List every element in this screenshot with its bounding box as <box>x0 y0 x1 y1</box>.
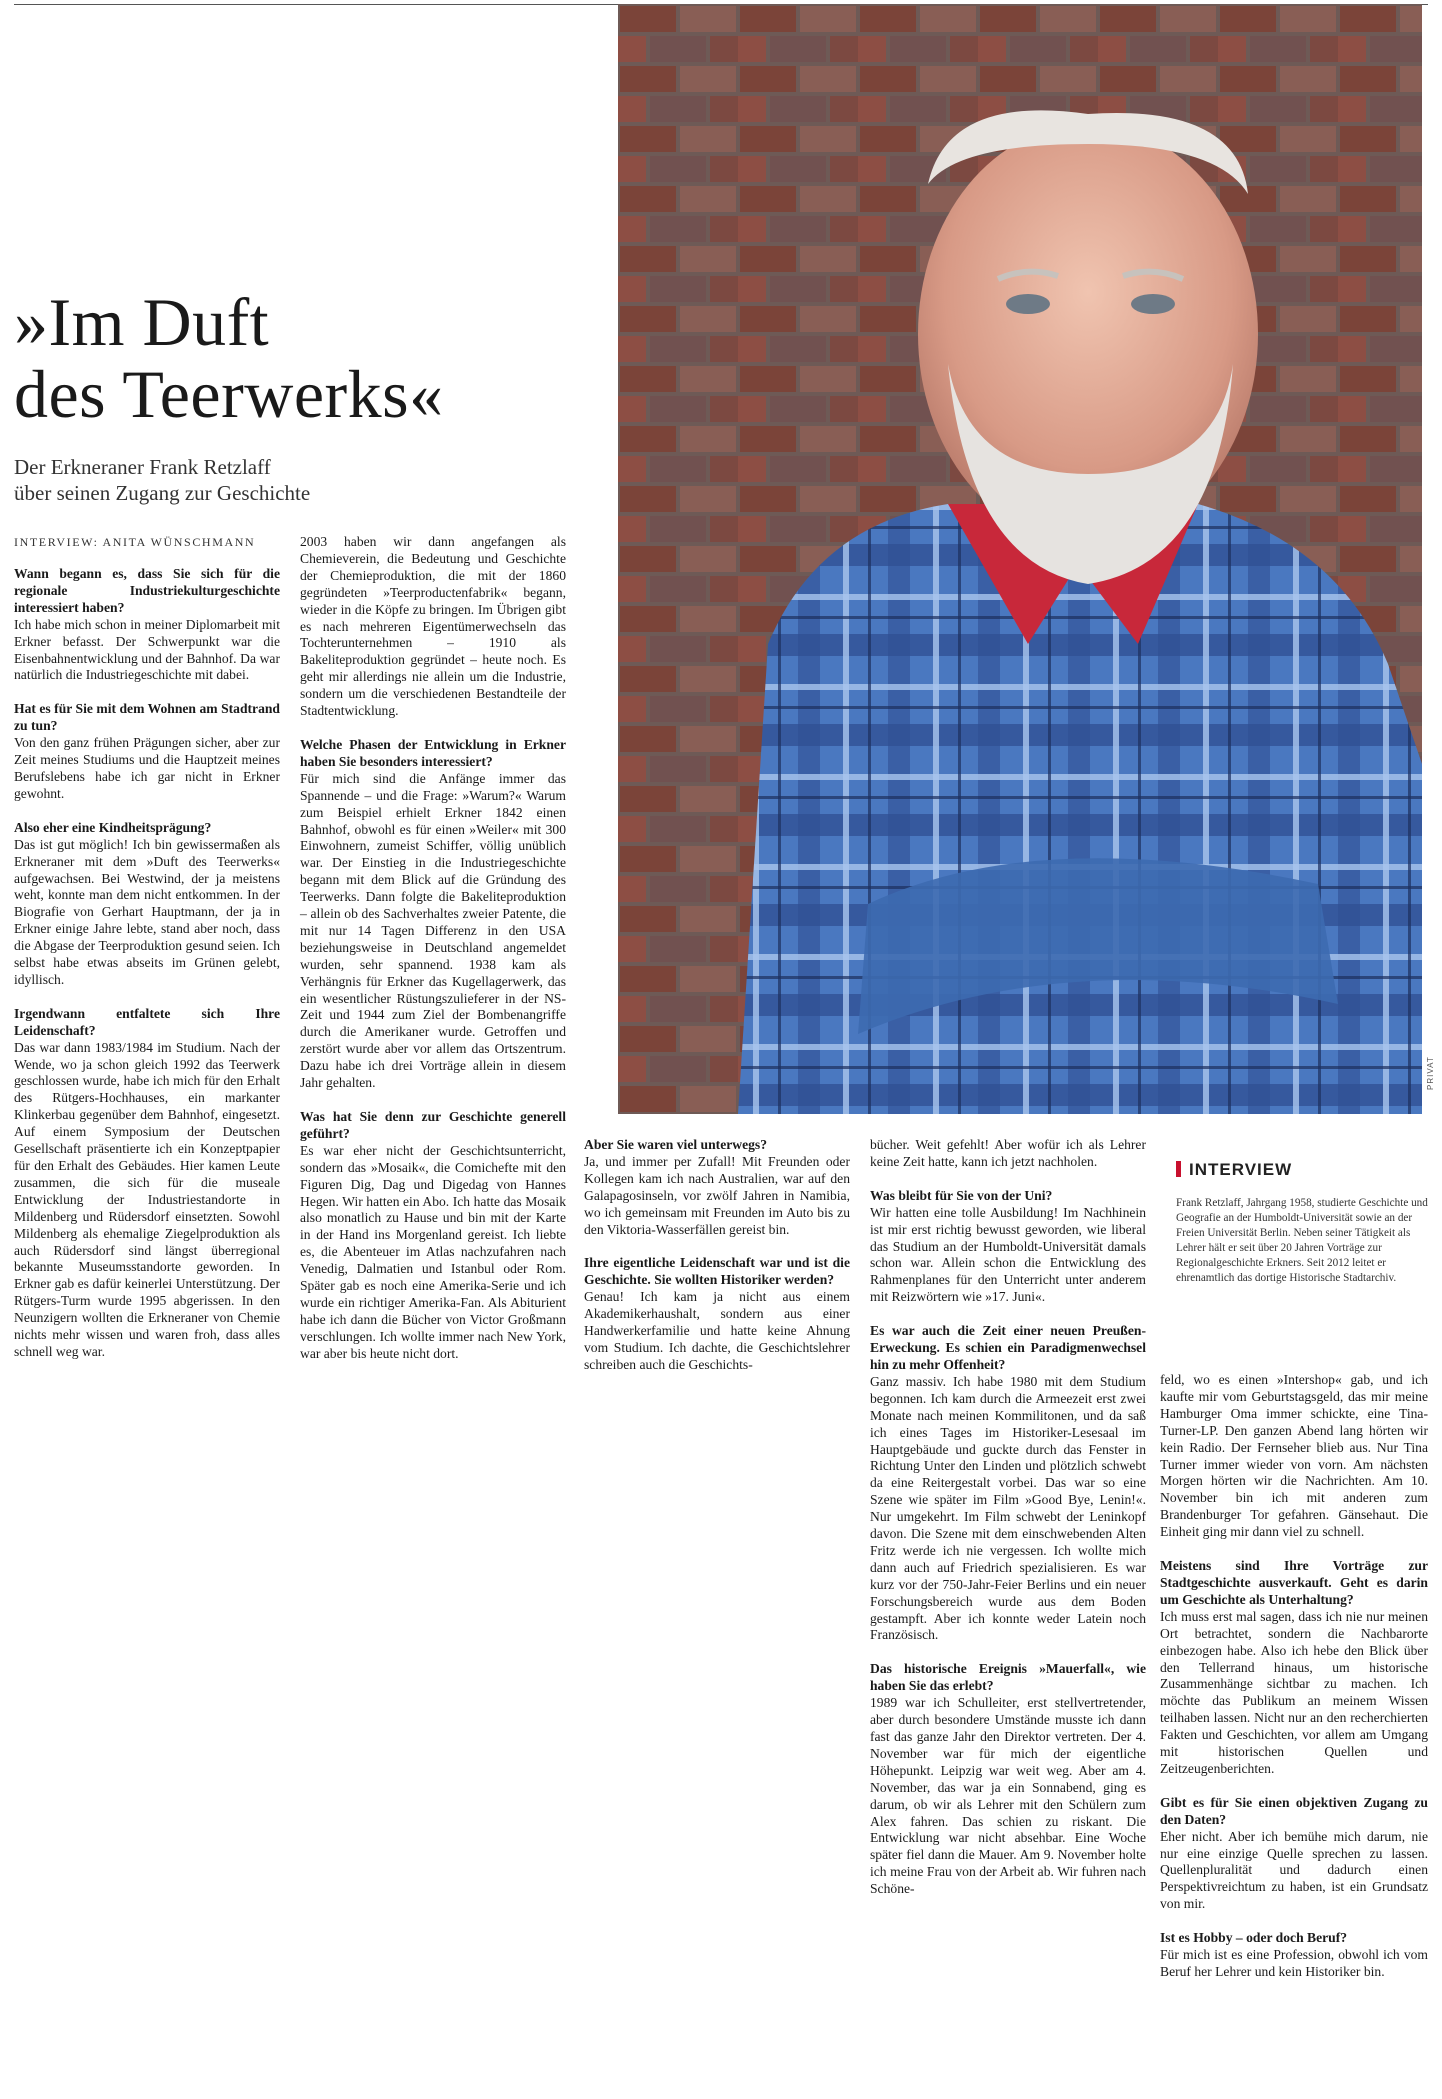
portrait-photo <box>618 4 1422 1114</box>
info-box-label-text: INTERVIEW <box>1189 1160 1293 1179</box>
interview-answer: Es war eher nicht der Geschichtsunterricht, sondern das »Mosaik«, die Comichefte mit den Figuren Dig, Dag und Digedag von Hannes Hegen. Wir hatten ein Abo. Ich hatte das Mosaik also monatlich zu Hause und bin mit der Karte in der Hand ins Morgenland gereist. Ich liebte es, die Abenteuer im Atlas nachzufahren nach Venedig, Dalmatien und Istanbul oder Rom. Später gab es noch eine Amerika-Serie und ich wurde ein richtiger Amerika-Fan. Als Abiturient habe ich dann die Bücher von Victor Großmann verschlungen. Ich wollte immer nach New York, war aber bis heute nicht dort. <box>300 1142 566 1361</box>
interview-question: Ist es Hobby – oder doch Beruf? <box>1160 1930 1348 1946</box>
text-column-5 <box>1160 1372 1428 1981</box>
interview-info-box <box>1176 1160 1428 1286</box>
interview-answer: Ja, und immer per Zufall! Mit Freunden oder Kollegen kam ich nach Australien, war auf den Galapagosinseln, vor zwölf Jahren in Namibia, wo ich gemeinsam mit Freunden im Auto bis zu den Viktoria-Wasserfällen gereist bin. <box>584 1153 850 1237</box>
info-box-label <box>1176 1160 1428 1180</box>
interview-question: Also eher eine Kindheitsprägung? <box>14 819 212 835</box>
interview-question: Wann begann es, dass Sie sich für die regionale Industriekulturgeschichte interessiert haben? <box>14 566 280 615</box>
text-column-4 <box>870 1137 1146 1898</box>
interview-answer: Ganz massiv. Ich habe 1980 mit dem Studium begonnen. Ich kam durch die Armeezeit erst zwei Monate nach meinen Kommilitonen, und da saß ich eines Tages im Historiker-Lesesaal im Hauptgebäude und guckte durch das Fenster in Richtung Unter den Linden und plötzlich schwebt da eine Reitergestalt vorbei. Das war so eine Szene wie später im Film »Good Bye, Lenin!«. Nur umgekehrt. Im Film schwebt der Leninkopf davon. Die Szene mit dem einschwebenden Alten Fritz werde ich nie vergessen. Ich wollte mich dann auch auf Friedrich spezialisieren. Es war kurz vor der 750-Jahr-Feier Berlins und ein neuer Forschungsbereich wurde aus dem Boden gestampft. Aber ich konnte weder Latein noch Französisch. <box>870 1373 1146 1643</box>
interview-answer: Ich habe mich schon in meiner Diplomarbeit mit Erkner befasst. Der Schwerpunkt war die Eisenbahnentwicklung und der Bahnhof. Da war natürlich die Industriegeschichte mit dabei. <box>14 616 280 683</box>
interview-question: Aber Sie waren viel unterwegs? <box>584 1137 767 1152</box>
interview-question: Gibt es für Sie einen objektiven Zugang zu den Daten? <box>1160 1794 1428 1827</box>
interview-answer: Ich muss erst mal sagen, dass ich nie nur meinen Ort betrachtet, sondern die Nachbarorte einbezogen habe. Also ich hebe den Blick über den Tellerrand hinaus, um historische Zusammenhänge sichtbar zu machen. Ich möchte das Publikum an meinem Wissen teilhaben lassen. Nicht nur an den recherchierten Fakten und Geschichten, vor allem am Umgang mit historischen Quellen und Zeitzeugenberichten. <box>1160 1608 1428 1776</box>
info-box-bio: Frank Retzlaff, Jahrgang 1958, studierte Geschichte und Geografie an der Humboldt-Universität sowie an der Freien Universität Berlin. Neben seiner Tätigkeit als Lehrer hält er seit über 20 Jahren Vorträge zur Regionalgeschichte Erkners. Seit 2012 leitet er ehrenamtlich das dortige Historische Stadtarchiv. <box>1176 1197 1428 1284</box>
interview-answer: 2003 haben wir dann angefangen als Chemieverein, die Bedeutung und Geschichte der Chemieproduktion, die mit der 1860 gegründeten »Teerproductenfabrik« begann, wieder in die Köpfe zu bringen. Im Übrigen gibt es nach mehreren Eigentümerwechseln das Tochterunternehmen – 1910 als Bakeliteproduktion gegründet – heute noch. Es geht mir allerdings nie allein um die Industrie, sondern um die verschiedenen Bestandteile der Stadtentwicklung. <box>300 534 566 719</box>
interview-answer: Von den ganz frühen Prägungen sicher, aber zur Zeit meines Studiums und die Hauptzeit meines Berufslebens habe ich gar nicht in Erkner gewohnt. <box>14 735 280 801</box>
headline <box>14 286 614 430</box>
interview-question: Das historische Ereignis »Mauerfall«, wie haben Sie das erlebt? <box>870 1661 1146 1694</box>
interview-answer: Für mich sind die Anfänge immer das Spannende – und die Frage: »Warum?« Warum zum Beispiel erhielt Erkner 1842 einen Bahnhof, obwohl es für einen »Weiler« mit 300 Einwohnern, zumeist Schiffer, völlig unüblich war. Der Einstieg in die Industriegeschichte begann mit dem Blick auf die Gründung des Teerwerks. Dann folgte die Bakeliteproduktion – allein ob des Sachverhaltes zweier Patente, die mit nur 14 Tagen Differenz in den USA beziehungsweise in Deutschland angemeldet wurden, sehr spannend. 1938 kam als Verhängnis für Erkner das Kugellagerwerk, das ein wesentlicher Rüstungszulieferer in der NS-Zeit und 1944 zum Ziel der Bombenangriffe durch die Amerikaner wurde. Getroffen und zerstört wurde aber vor allem das Ortszentrum. Dazu habe ich drei Vorträge allein in diesem Jahr gehalten. <box>300 770 566 1091</box>
interview-question: Hat es für Sie mit dem Wohnen am Stadtrand zu tun? <box>14 701 280 734</box>
interview-question: Ihre eigentliche Leidenschaft war und ist die Geschichte. Sie wollten Historiker werden? <box>584 1255 850 1288</box>
interview-question: Was hat Sie denn zur Geschichte generell geführt? <box>300 1109 566 1141</box>
interview-question: Irgendwann entfaltete sich Ihre Leidenschaft? <box>14 1005 280 1038</box>
interview-question: Was bleibt für Sie von der Uni? <box>870 1187 1053 1203</box>
interview-answer: bücher. Weit gefehlt! Aber wofür ich als Lehrer keine Zeit hatte, kann ich jetzt nachholen. <box>870 1137 1146 1169</box>
interview-answer: feld, wo es einen »Intershop« gab, und ich kaufte mir vom Geburtstagsgeld, das mir meine Hamburger Oma immer schickte, eine Tina-Turner-LP. Den ganzen Abend lang hörten wir kein Radio. Der Fernseher blieb aus. Nur Tina Turner immer wieder von vorn. Am nächsten Morgen hörten wir die Nachrichten. Am 10. November bin ich mit anderen zum Brandenburger Tor gefahren. Gänsehaut. Die Einheit ging mir dann viel zu schnell. <box>1160 1372 1428 1540</box>
interview-answer: Für mich ist es eine Profession, obwohl ich vom Beruf her Lehrer und kein Historiker bin. <box>1160 1947 1428 1979</box>
interview-answer: Genau! Ich kam ja nicht aus einem Akademikerhaushalt, sondern aus einer Handwerkerfamilie und hatte keine Ahnung vom Studium. Ich dachte, die Geschichtslehrer schreiben auch die Geschichts- <box>584 1289 850 1372</box>
interview-question: Meistens sind Ihre Vorträge zur Stadtgeschichte ausverkauft. Geht es darin um Geschichte als Unterhaltung? <box>1160 1558 1428 1607</box>
interview-question: Es war auch die Zeit einer neuen Preußen-Erweckung. Es schien ein Paradigmenwechsel hin zu mehr Offenheit? <box>870 1323 1146 1372</box>
interview-answer: Eher nicht. Aber ich bemühe mich darum, nie nur eine einzige Quelle sprechen zu lassen. Quellenpluralität und dadurch einen Perspektivreichtum zu haben, ist ein Grundsatz von mir. <box>1160 1828 1428 1912</box>
interview-answer: 1989 war ich Schulleiter, erst stellvertretender, aber durch besondere Umstände musste ich dann fast das ganze Jahr den Direktor vertreten. Der 4. November war für mich der eigentliche Höhepunkt. Leipzig war weit weg. Aber am 4. November, das war ja ein Sonnabend, ging es darum, ob wir als Lehrer mit den Schülern zum Alex fahren. Das schien zu riskant. Die Entwicklung war nicht absehbar. Eine Woche später fiel dann die Mauer. Am 9. November holte ich meine Frau von der Arbeit ab. Wir fuhren nach Schöne- <box>870 1695 1146 1897</box>
subtitle <box>14 454 614 506</box>
headline-line1: »Im Duft <box>14 284 270 360</box>
interview-question: Welche Phasen der Entwicklung in Erkner haben Sie besonders interessiert? <box>300 736 566 769</box>
text-column-2 <box>300 534 566 1363</box>
subtitle-line1: Der Erkneraner Frank Retzlaff <box>14 455 271 479</box>
byline: INTERVIEW: ANITA WÜNSCHMANN <box>14 535 256 549</box>
headline-line2: des Teerwerks« <box>14 356 444 432</box>
text-column-1 <box>14 566 280 1361</box>
interview-answer: Das ist gut möglich! Ich bin gewissermaßen als Erkneraner mit dem »Duft des Teerwerks« aufgewachsen. Bei Westwind, der ja meistens weht, konnte man dem nicht entkommen. In der Biografie von Gerhart Hauptmann, der ja in Erkner einige Jahre lebte, stand aber noch, dass die Abgase der Teerproduktion gesund seien. Ich selbst habe etwas abseits im Grünen gelebt, idyllisch. <box>14 836 280 987</box>
accent-bar <box>1176 1161 1181 1177</box>
subtitle-line2: über seinen Zugang zur Geschichte <box>14 481 311 505</box>
interview-answer: Wir hatten eine tolle Ausbildung! Im Nachhinein ist mir erst richtig bewusst geworden, wie liberal das Studium an der Humboldt-Universität damals schon war. Allein schon die Entwicklung des Rahmenplanes für den Unterricht unter anderem mit Reizwörtern wie »17. Juni«. <box>870 1204 1146 1305</box>
text-column-3 <box>584 1137 850 1374</box>
interview-answer: Das war dann 1983/1984 im Studium. Nach der Wende, wo ja schon gleich 1992 das Teerwerk geschlossen wurde, habe ich mich für den Erhalt des Rütgers-Hochhauses, ein markanter Klinkerbau gegenüber dem Bahnhof, eingesetzt. Auf einem Symposium der Deutschen Gesellschaft präsentierte ich ein Konzeptpapier für den Erhalt des Gebäudes. Hier kamen Leute zusammen, die sich für die museale Entwicklung der Industriestandorte in Mildenberg und Rüdersdorf einsetzten. Sowohl Mildenberg als ehemalige Ziegelproduktion als auch Rüdersdorf sind längst überregional bekannte Museumsstandorte geworden. In Erkner gab es dafür keinerlei Unterstützung. Der Rütgers-Turm wurde 1995 abgerissen. In den Neunzigern wollten die Erkneraner von Chemie nichts mehr wissen und waren froh, dass alles schnell weg war. <box>14 1039 280 1359</box>
photo-credit: PRIVAT <box>1426 1056 1435 1090</box>
